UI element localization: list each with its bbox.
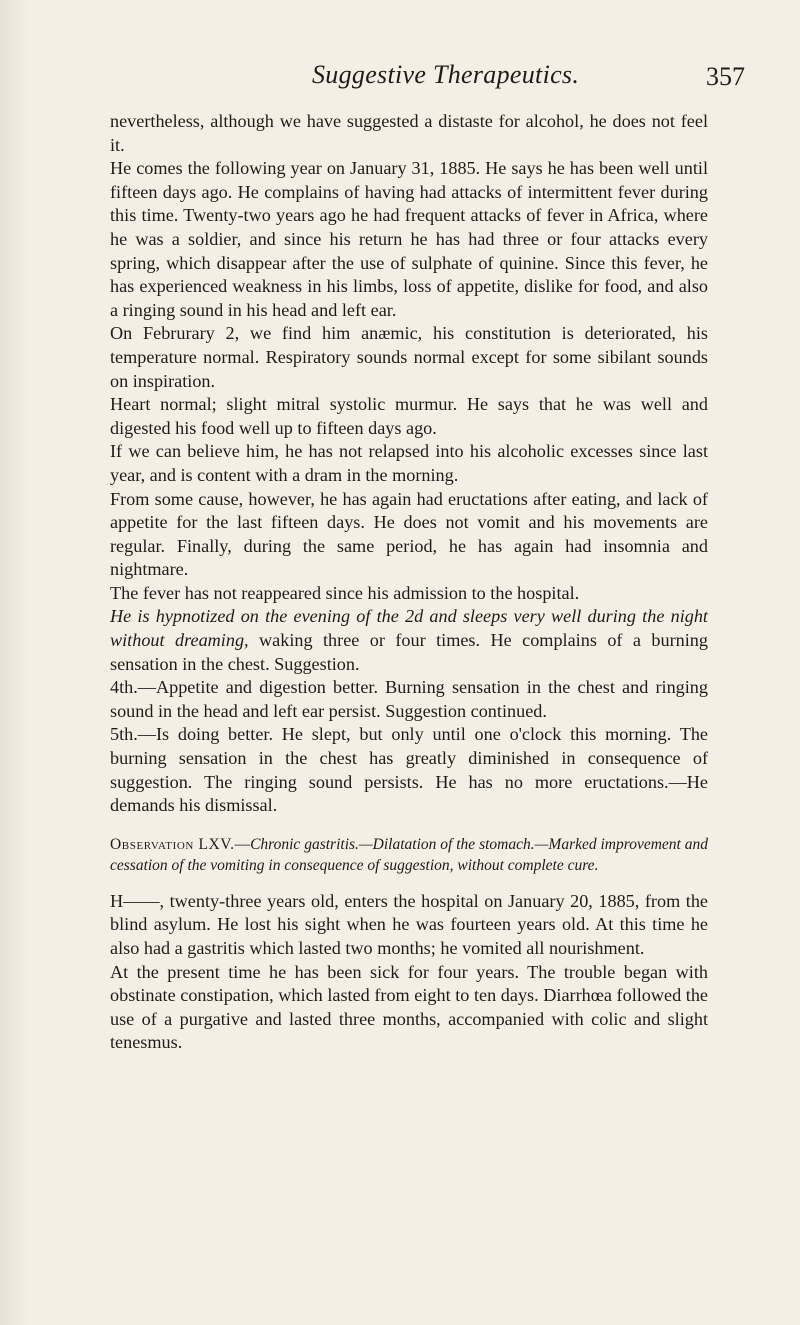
- observation-label: Observation LXV.: [110, 835, 235, 853]
- paragraph: Heart normal; slight mitral systolic murmur. He says that he was well and digested his food well up to fifteen days ago.: [110, 394, 708, 438]
- italic-note: He is hypnotized on the evening of the 2d and sleeps very well during the night without dreaming,: [110, 606, 708, 651]
- paragraph: On Februrary 2, we find him anæmic, his constitution is deteriorated, his temperature normal. Respiratory sounds normal except for some sibilant sounds on inspiration.: [110, 323, 708, 391]
- observation-dash: —: [234, 835, 251, 853]
- paragraph: From some cause, however, he has again had eructations after eating, and lack of appetite for the last fifteen days. He does not vomit and his movements are regular. Finally, during the same period, he has again had insomnia and nightmare.: [110, 488, 708, 580]
- observation-title: Chronic gastritis.—Dilatation of the stomach.—Marked improvement and cessation of the vomiting in consequence of suggestion, without complete cure.: [110, 835, 708, 874]
- paragraph: 5th.—Is doing better. He slept, but only until one o'clock this morning. The burning sensation in the chest has greatly diminished in consequence of suggestion. The ringing sound persists. He has no more eructations.—He demands his dismissal.: [110, 724, 708, 816]
- paragraph: 4th.—Appetite and digestion better. Burning sensation in the chest and ringing sound in the head and left ear persist. Suggestion continued.: [110, 677, 708, 721]
- body-text: [110, 110, 708, 1055]
- paragraph: At the present time he has been sick for four years. The trouble began with obstinate constipation, which lasted from eight to ten days. Diarrhœa followed the use of a purgative and lasted three months, accompanied with colic and slight tenesmus.: [110, 961, 708, 1053]
- paragraph: The fever has not reappeared since his admission to the hospital.: [110, 582, 580, 603]
- paragraph: If we can believe him, he has not relapsed into his alcoholic excesses since last year, and is content with a dram in the morning.: [110, 441, 708, 485]
- running-head: [0, 60, 800, 96]
- paragraph: He comes the following year on January 31, 1885. He says he has been well until fifteen days ago. He complains of having had attacks of intermittent fever during this time. Twenty-two years ago he had frequent attacks of fever in Africa, where he was a soldier, and since his return he has had three or four attacks every spring, which disappear after the use of sulphate of quinine. Since this fever, he has experienced weakness in his limbs, loss of appetite, dislike for food, and also a ringing sound in his head and left ear.: [110, 158, 708, 320]
- page-number: 357: [706, 62, 745, 91]
- paragraph: [110, 605, 708, 676]
- paragraph-rest: waking three or four times. He complains of a burning sensation in the chest. Suggestion.: [110, 630, 708, 674]
- paragraph: nevertheless, although we have suggested a distaste for alcohol, he does not feel it.: [110, 111, 708, 155]
- observation-heading: [110, 834, 708, 876]
- paragraph: H——, twenty-three years old, enters the hospital on January 20, 1885, from the blind asylum. He lost his sight when he was fourteen years old. At this time he also had a gastritis which lasted two months; he vomited all nourishment.: [110, 890, 708, 958]
- running-title: Suggestive Therapeutics.: [312, 60, 580, 89]
